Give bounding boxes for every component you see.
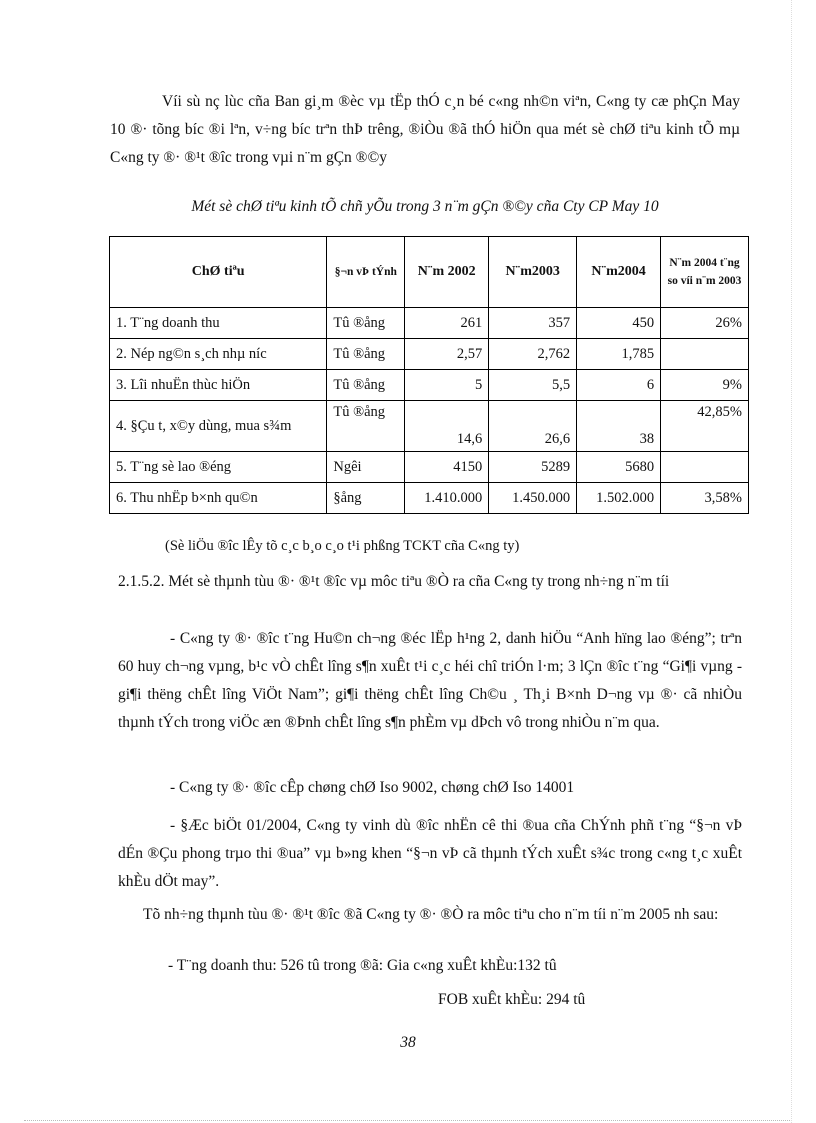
cell-growth [661, 452, 749, 483]
cell-2004: 6 [577, 370, 661, 401]
target-line: FOB xuÊt khÈu: 294 tû [438, 991, 586, 1008]
table-row [110, 483, 749, 514]
target-line: - T¨ng doanh thu: 526 tû trong ®ã: Gia c«ng xuÊt khÈu:132 tû [168, 957, 557, 974]
cell-indicator: 2. Nép ng©n s¸ch nhµ níc [110, 339, 327, 370]
header-indicator: ChØ tiªu [110, 237, 327, 308]
table-row [110, 339, 749, 370]
achievement-paragraph: - C«ng ty ®· ®îc cÊp chøng chØ Iso 9002, chøng chØ Iso 14001 [170, 779, 575, 796]
cell-indicator: 5. T¨ng sè lao ®éng [110, 452, 327, 483]
cell-indicator: 1. T¨ng doanh thu [110, 308, 327, 339]
cell-unit: Tû ®ång [327, 339, 405, 370]
table-header-row [110, 237, 749, 308]
table-row [110, 401, 749, 452]
cell-2003: 26,6 [489, 401, 577, 452]
cell-growth [661, 339, 749, 370]
cell-growth: 3,58% [661, 483, 749, 514]
cell-indicator: 3. Lîi nhuËn thùc hiÖn [110, 370, 327, 401]
header-growth: N¨m 2004 t¨ng so víi n¨m 2003 [661, 237, 749, 308]
cell-unit: Ngêi [327, 452, 405, 483]
page-number: 38 [400, 1034, 416, 1051]
intro-paragraph: Víi sù nç lùc cña Ban gi¸m ®èc vµ tËp thÓ c¸n bé c«ng nh©n viªn, C«ng ty cæ phÇn May 10 ®· tõng bíc ®i lªn, v÷ng bíc trªn thÞ trêng, ®iÒu ®ã thÓ hiÖn qua mét sè chØ tiªu kinh tÕ mµ C«ng ty ®· ®¹t ®îc trong vµi n¨m gÇn ®©y [110, 93, 740, 166]
cell-unit: §ång [327, 483, 405, 514]
cell-2004: 450 [577, 308, 661, 339]
cell-2003: 357 [489, 308, 577, 339]
cell-2002: 5 [405, 370, 489, 401]
cell-2002: 2,57 [405, 339, 489, 370]
header-2003: N¨m2003 [489, 237, 577, 308]
cell-growth: 42,85% [661, 401, 749, 452]
economic-indicators-table [109, 236, 749, 514]
cell-growth: 9% [661, 370, 749, 401]
cell-2004: 38 [577, 401, 661, 452]
table-row [110, 308, 749, 339]
table-row [110, 452, 749, 483]
cell-2004: 5680 [577, 452, 661, 483]
cell-2002: 4150 [405, 452, 489, 483]
cell-unit: Tû ®ång [327, 308, 405, 339]
cell-2003: 5,5 [489, 370, 577, 401]
table-row [110, 370, 749, 401]
cell-2004: 1,785 [577, 339, 661, 370]
page-bottom-divider [24, 1120, 792, 1121]
header-2002: N¨m 2002 [405, 237, 489, 308]
source-note: (Sè liÖu ®îc lÊy tõ c¸c b¸o c¸o t¹i phßng TCKT cña C«ng ty) [165, 538, 520, 554]
achievement-paragraph: - §Æc biÖt 01/2004, C«ng ty vinh dù ®îc nhËn cê thi ®ua cña ChÝnh phñ t¨ng “§¬n vÞ dÉn ®Çu phong trµo thi ®ua” vµ b»ng khen “§¬n vÞ cã thµnh tÝch xuÊt s¾c trong c«ng t¸c xuÊt khÈu dÖt may”. [118, 817, 742, 890]
cell-indicator: 6. Thu nhËp b×nh qu©n [110, 483, 327, 514]
cell-2003: 2,762 [489, 339, 577, 370]
section-heading: 2.1.5.2. Mét sè thµnh tùu ®· ®¹t ®îc vµ môc tiªu ®Ò ra cña C«ng ty trong nh÷ng n¨m tíi [118, 573, 670, 590]
achievement-paragraph: - C«ng ty ®· ®îc t¨ng Hu©n ch¬ng ®éc lËp h¹ng 2, danh hiÖu “Anh hïng lao ®éng”; trªn 60 huy ch¬ng vµng, b¹c vÒ chÊt lîng s¶n xuÊt t¹i c¸c héi chî triÓn l·m; 3 lÇn ®îc t¨ng “Gi¶i vµng - gi¶i thëng chÊt lîng ViÖt Nam”; gi¶i thëng chÊt lîng Ch©u ¸ Th¸i B×nh D¬ng vµ ®· cã nhiÒu thµnh tÝch trong viÖc æn ®Þnh chÊt lîng s¶n phÈm vµ dÞch vô trong nhiÒu n¨m qua. [118, 630, 742, 731]
cell-2003: 5289 [489, 452, 577, 483]
table-caption: Mét sè chØ tiªu kinh tÕ chñ yÕu trong 3 n¨m gÇn ®©y cña Cty CP May 10 [191, 198, 659, 215]
targets-intro: Tõ nh÷ng thµnh tùu ®· ®¹t ®îc ®ã C«ng ty ®· ®Ò ra môc tiªu cho n¨m tíi n¨m 2005 nh sau: [143, 906, 719, 923]
cell-unit: Tû ®ång [327, 370, 405, 401]
cell-2002: 14,6 [405, 401, 489, 452]
cell-2002: 261 [405, 308, 489, 339]
header-2004: N¨m2004 [577, 237, 661, 308]
cell-indicator: 4. §Çu t, x©y dùng, mua s¾m [110, 401, 327, 452]
cell-unit: Tû ®ång [327, 401, 405, 452]
header-unit: §¬n vÞ tÝnh [327, 237, 405, 308]
cell-2002: 1.410.000 [405, 483, 489, 514]
cell-2003: 1.450.000 [489, 483, 577, 514]
cell-2004: 1.502.000 [577, 483, 661, 514]
cell-growth: 26% [661, 308, 749, 339]
page-right-divider [791, 0, 792, 1123]
